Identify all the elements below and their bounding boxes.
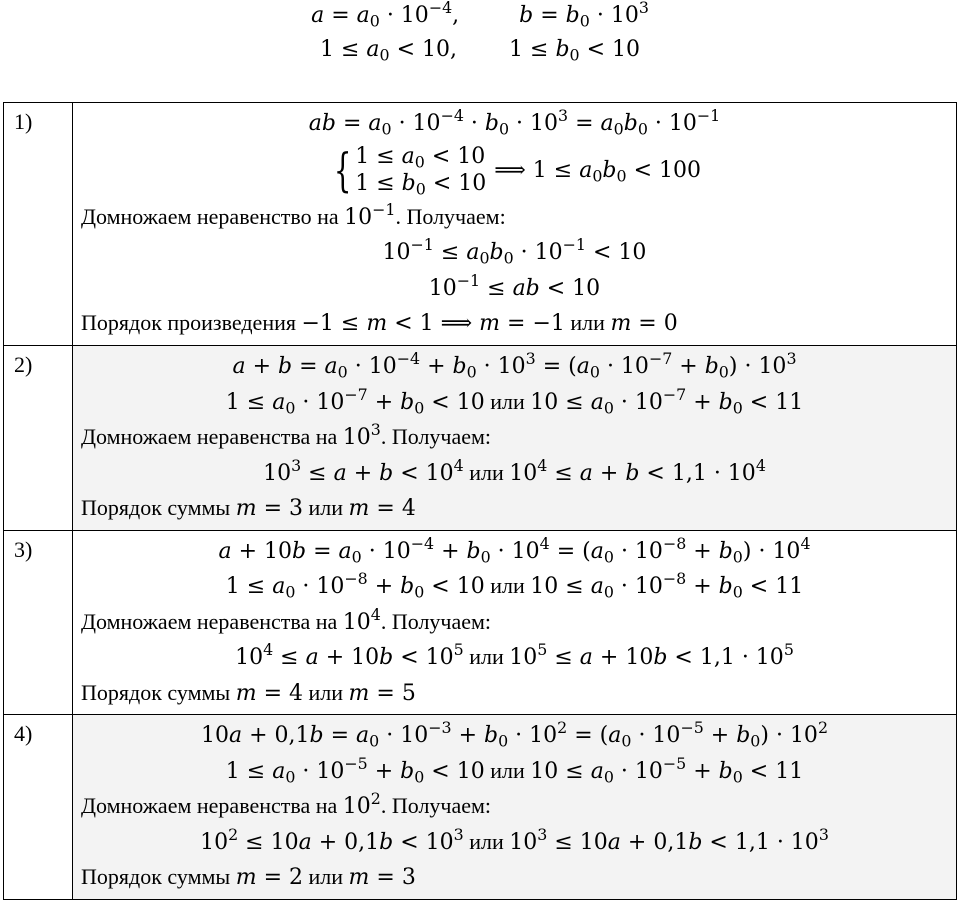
solution-table: [3, 102, 957, 900]
formula-line: $10^4 \le a + 10b < 10^5$ или $10^5 \le a + 10b < 1,1 \cdot 10^5$: [235, 639, 794, 670]
header-ineq-a: $1 \le a_0 < 10$,: [319, 37, 458, 65]
formula-line: $a + b = a_0 \cdot 10^{-4} + b_0 \cdot 10^3 = (a_0 \cdot 10^{-7} + b_0) \cdot 10^3$: [232, 348, 797, 382]
formula-line: $10^3 \le a + b < 10^4$ или $10^4 \le a + b < 1,1 \cdot 10^4$: [263, 455, 766, 486]
system-conclusion: ⟹ $1 \le a_0b_0 < 100$: [494, 157, 702, 185]
formula-line: $1 \le a_0 \cdot 10^{-5} + b_0 < 10$ или $10 \le a_0 \cdot 10^{-5} + b_0 < 11$: [225, 753, 804, 786]
system-stack: [355, 143, 486, 197]
header-line-2: [0, 36, 960, 65]
explanation-text: Домножаем неравенство на $10^{-1}$. Получаем:: [81, 199, 506, 230]
formula-line: $a + 10b = a_0 \cdot 10^{-4} + b_0 \cdot 10^4 = (a_0 \cdot 10^{-8} + b_0) \cdot 10^4$: [218, 533, 811, 566]
table-row: [4, 715, 957, 900]
header-eq-a: $a = a_0 \cdot 10^{-4}$,: [311, 0, 460, 31]
brace-icon: {: [333, 142, 352, 197]
table-row: [4, 103, 957, 346]
header-eq-b: $b = b_0 \cdot 10^3$: [519, 0, 649, 31]
row-content: [73, 103, 957, 346]
system-top: $1 \le a_0 < 10$: [355, 143, 486, 171]
conclusion-text: Порядок суммы m = 4 или m = 5: [81, 679, 416, 706]
formula-line: $10a + 0,1b = a_0 \cdot 10^{-3} + b_0 \cdot 10^2 = (a_0 \cdot 10^{-5} + b_0) \cdot 10^2$: [200, 717, 829, 751]
header-line-1: [0, 0, 960, 31]
conclusion-text: Порядок суммы m = 3 или m = 4: [81, 495, 416, 521]
table-row: [4, 530, 957, 715]
formula-line: $1 \le a_0 \cdot 10^{-7} + b_0 < 10$ или $10 \le a_0 \cdot 10^{-7} + b_0 < 11$: [225, 384, 804, 417]
conclusion-text: Порядок суммы m = 2 или m = 3: [81, 864, 416, 890]
formula-line: $10^{-1} \le a_0b_0 \cdot 10^{-1} < 10$: [382, 234, 647, 268]
formula-line: $1 \le a_0 \cdot 10^{-8} + b_0 < 10$ или $10 \le a_0 \cdot 10^{-8} + b_0 < 11$: [225, 568, 804, 602]
table-row: [4, 346, 957, 531]
row-number: 4): [4, 715, 73, 900]
row-content: [73, 715, 957, 900]
row-content: [73, 530, 957, 715]
row-number: 3): [4, 530, 73, 715]
system-of-inequalities: [73, 141, 956, 199]
conclusion-text: Порядок произведения −1 ≤ m < 1 ⟹ m = −1 или m = 0: [81, 310, 678, 336]
formula-line: $10^2 \le 10a + 0,1b < 10^3$ или $10^3 \le 10a + 0,1b < 1,1 \cdot 10^3$: [200, 824, 829, 855]
system-bottom: $1 \le b_0 < 10$: [355, 170, 487, 198]
row-number: 1): [4, 103, 73, 346]
row-number: 2): [4, 346, 73, 531]
explanation-text: Домножаем неравенства на $10^3$. Получаем:: [81, 419, 492, 450]
formula-line: ab = $a_0 \cdot 10^{-4} \cdot b_0 \cdot 10^3 = a_0b_0 \cdot 10^{-1}$: [308, 105, 721, 139]
formula-line: $10^{-1}$ ≤ ab < 10: [428, 270, 601, 301]
explanation-text: Домножаем неравенства на $10^2$. Получаем:: [81, 788, 492, 819]
header-ineq-b: $1 \le b_0 < 10$: [509, 37, 641, 65]
explanation-text: Домножаем неравенства на $10^4$. Получаем:: [81, 604, 492, 635]
row-content: [73, 346, 957, 531]
